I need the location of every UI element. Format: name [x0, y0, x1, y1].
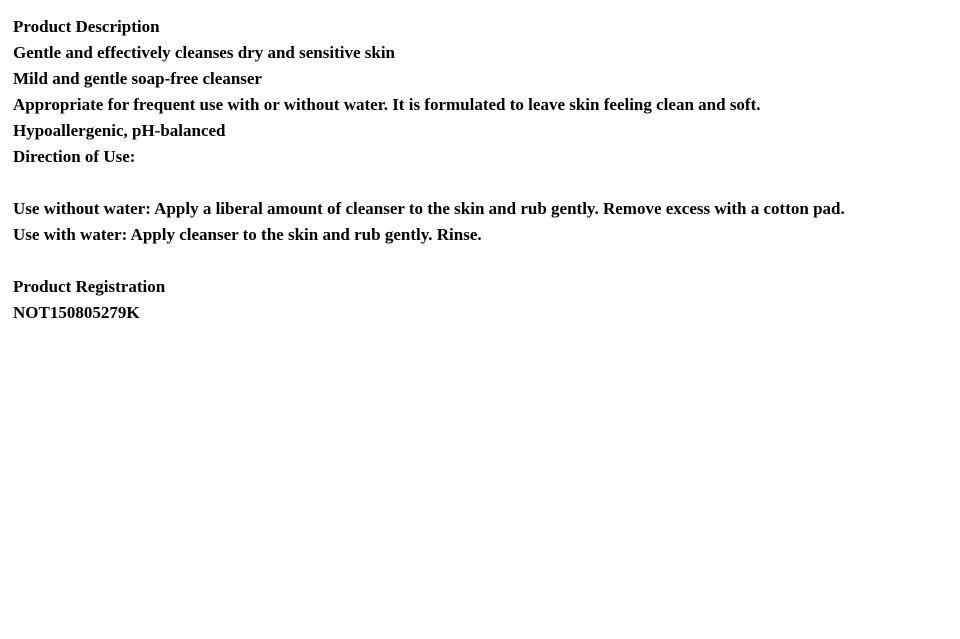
spacer — [13, 170, 943, 196]
direction-with-water: Use with water: Apply cleanser to the skin and rub gently. Rinse. — [13, 225, 482, 244]
description-line-hypoallergenic: Hypoallergenic, pH-balanced — [13, 121, 226, 140]
description-line-soap-free: Mild and gentle soap-free cleanser — [13, 69, 262, 88]
product-registration-heading: Product Registration — [13, 277, 166, 296]
registration-number: NOT150805279K — [13, 303, 140, 322]
description-line-frequent-use: Appropriate for frequent use with or without water. It is formulated to leave skin feeling clean and soft. — [13, 95, 761, 114]
direction-of-use-heading: Direction of Use: — [13, 147, 136, 166]
product-info-document — [13, 14, 943, 326]
product-description-heading: Product Description — [13, 17, 160, 36]
direction-without-water: Use without water: Apply a liberal amount of cleanser to the skin and rub gently. Remove excess with a cotton pad. — [13, 199, 845, 218]
spacer — [13, 248, 943, 274]
description-line-cleanses: Gentle and effectively cleanses dry and sensitive skin — [13, 43, 396, 62]
